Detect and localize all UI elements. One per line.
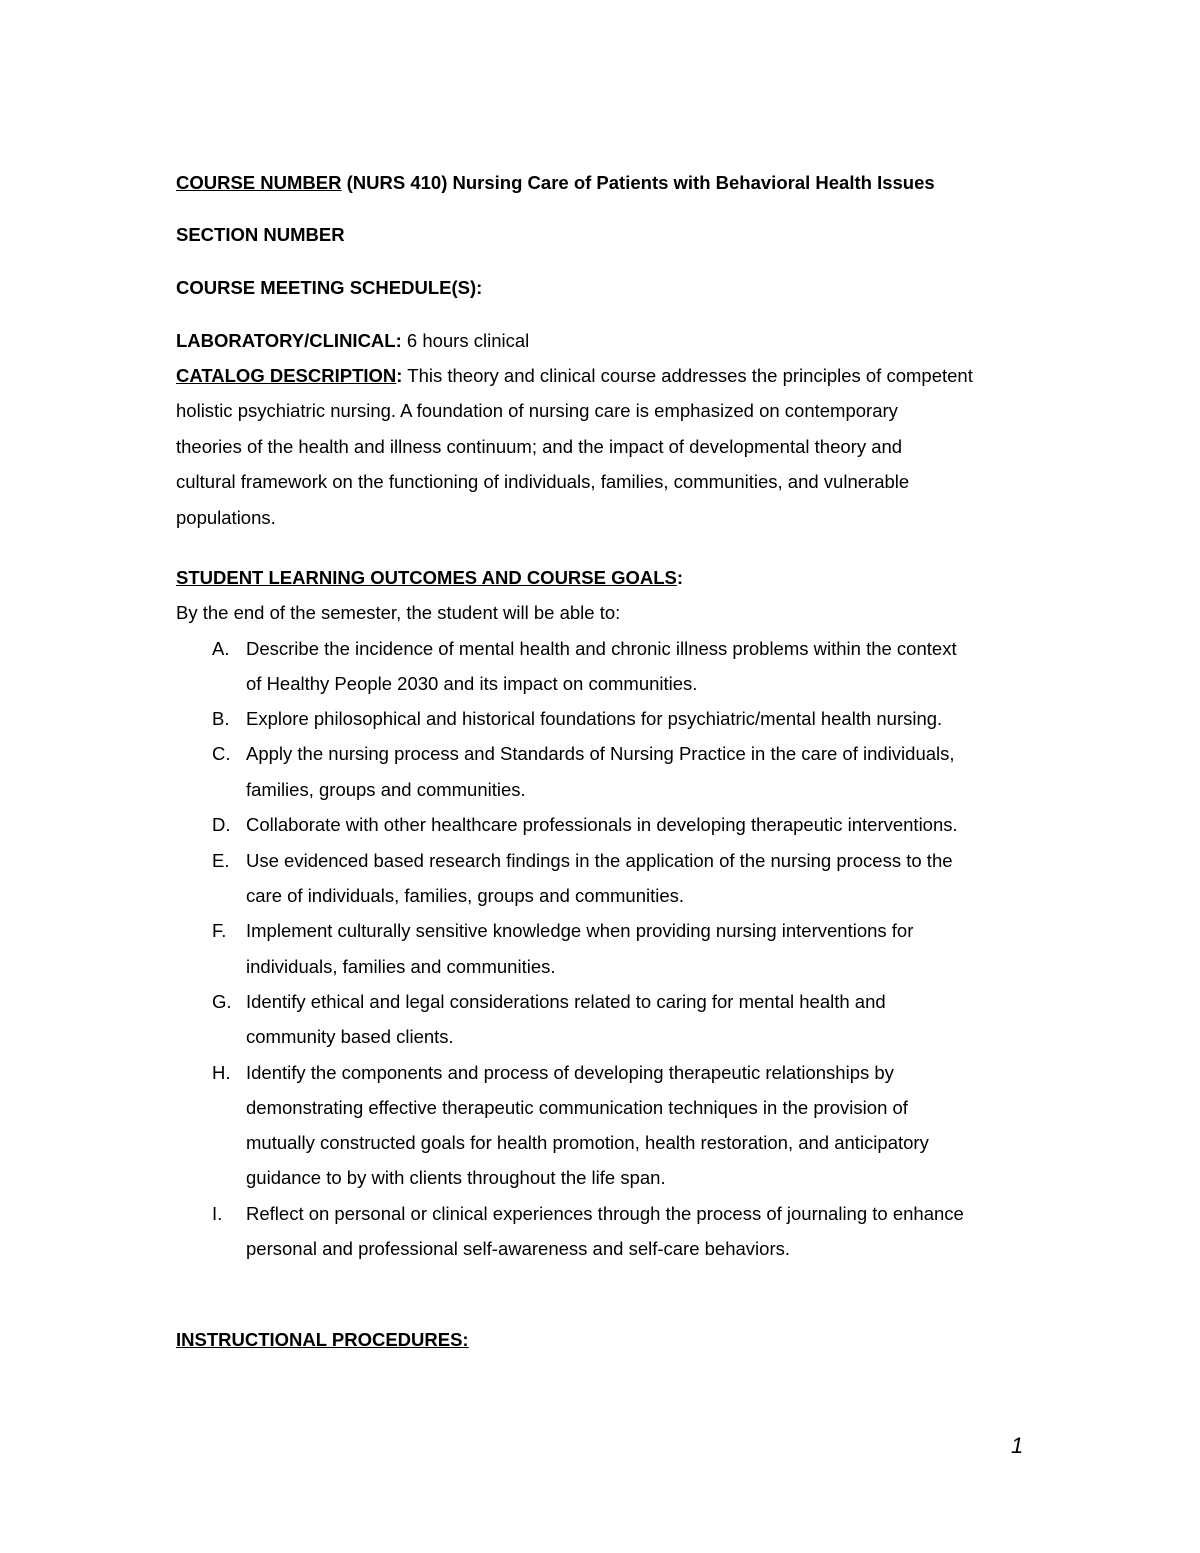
catalog-description-text: cultural framework on the functioning of individuals, families, communities, and vulnerable: [176, 471, 910, 492]
meeting-schedule-heading: COURSE MEETING SCHEDULE(S):: [176, 277, 483, 298]
list-marker: A.: [212, 638, 230, 659]
catalog-description-colon: :: [396, 365, 403, 386]
list-marker: B.: [212, 708, 230, 729]
list-item: demonstrating effective therapeutic communication techniques in the provision of: [246, 1097, 908, 1118]
catalog-description-text: This theory and clinical course addresses the principles of competent: [402, 365, 973, 386]
list-item: community based clients.: [246, 1026, 454, 1047]
list-marker: C.: [212, 743, 231, 764]
outcomes-intro: By the end of the semester, the student will be able to:: [176, 602, 621, 623]
page-number: 1: [1011, 1433, 1024, 1458]
list-item: Implement culturally sensitive knowledge when providing nursing interventions for: [246, 920, 914, 941]
list-item: Identify ethical and legal considerations related to caring for mental health and: [246, 991, 886, 1012]
list-marker: I.: [212, 1203, 223, 1224]
list-item: Reflect on personal or clinical experiences through the process of journaling to enhance: [246, 1203, 964, 1224]
lab-clinical-label: LABORATORY/CLINICAL:: [176, 330, 402, 351]
list-item: Identify the components and process of developing therapeutic relationships by: [246, 1062, 894, 1083]
list-item: personal and professional self-awareness and self-care behaviors.: [246, 1238, 790, 1259]
list-marker: G.: [212, 991, 232, 1012]
lab-clinical-value: 6 hours clinical: [401, 330, 530, 351]
catalog-description-label: CATALOG DESCRIPTION: [176, 365, 397, 386]
list-item: Apply the nursing process and Standards of Nursing Practice in the care of individuals,: [246, 743, 955, 764]
outcomes-heading-colon: :: [676, 567, 684, 588]
list-item: guidance to by with clients throughout the life span.: [246, 1167, 666, 1188]
list-item: families, groups and communities.: [246, 779, 526, 800]
outcomes-heading: [176, 566, 683, 590]
course-title: (NURS 410) Nursing Care of Patients with Behavioral Health Issues: [341, 172, 935, 193]
list-marker: F.: [212, 920, 227, 941]
catalog-description-text: populations.: [176, 507, 276, 528]
list-marker: H.: [212, 1062, 231, 1083]
list-item: Use evidenced based research findings in the application of the nursing process to the: [246, 850, 953, 871]
list-marker: E.: [212, 850, 230, 871]
list-item: Describe the incidence of mental health and chronic illness problems within the context: [246, 638, 957, 659]
list-item: Collaborate with other healthcare professionals in developing therapeutic interventions.: [246, 814, 958, 835]
outcomes-heading-text: STUDENT LEARNING OUTCOMES AND COURSE GOALS: [176, 567, 677, 588]
lab-clinical-line: [176, 329, 529, 353]
catalog-description-text: theories of the health and illness continuum; and the impact of developmental theory and: [176, 436, 903, 457]
instructional-procedures-heading: INSTRUCTIONAL PROCEDURES:: [176, 1329, 469, 1350]
list-item: Explore philosophical and historical foundations for psychiatric/mental health nursing.: [246, 708, 943, 729]
catalog-description-text: holistic psychiatric nursing. A foundation of nursing care is emphasized on contemporary: [176, 400, 898, 421]
list-marker: D.: [212, 814, 231, 835]
list-item: of Healthy People 2030 and its impact on communities.: [246, 673, 698, 694]
section-number-heading: SECTION NUMBER: [176, 224, 345, 245]
list-item: mutually constructed goals for health promotion, health restoration, and anticipatory: [246, 1132, 929, 1153]
course-number-label: COURSE NUMBER: [176, 172, 342, 193]
list-item: care of individuals, families, groups and communities.: [246, 885, 685, 906]
list-item: individuals, families and communities.: [246, 956, 556, 977]
catalog-description-line: [176, 364, 973, 388]
course-title-line: [176, 171, 935, 195]
